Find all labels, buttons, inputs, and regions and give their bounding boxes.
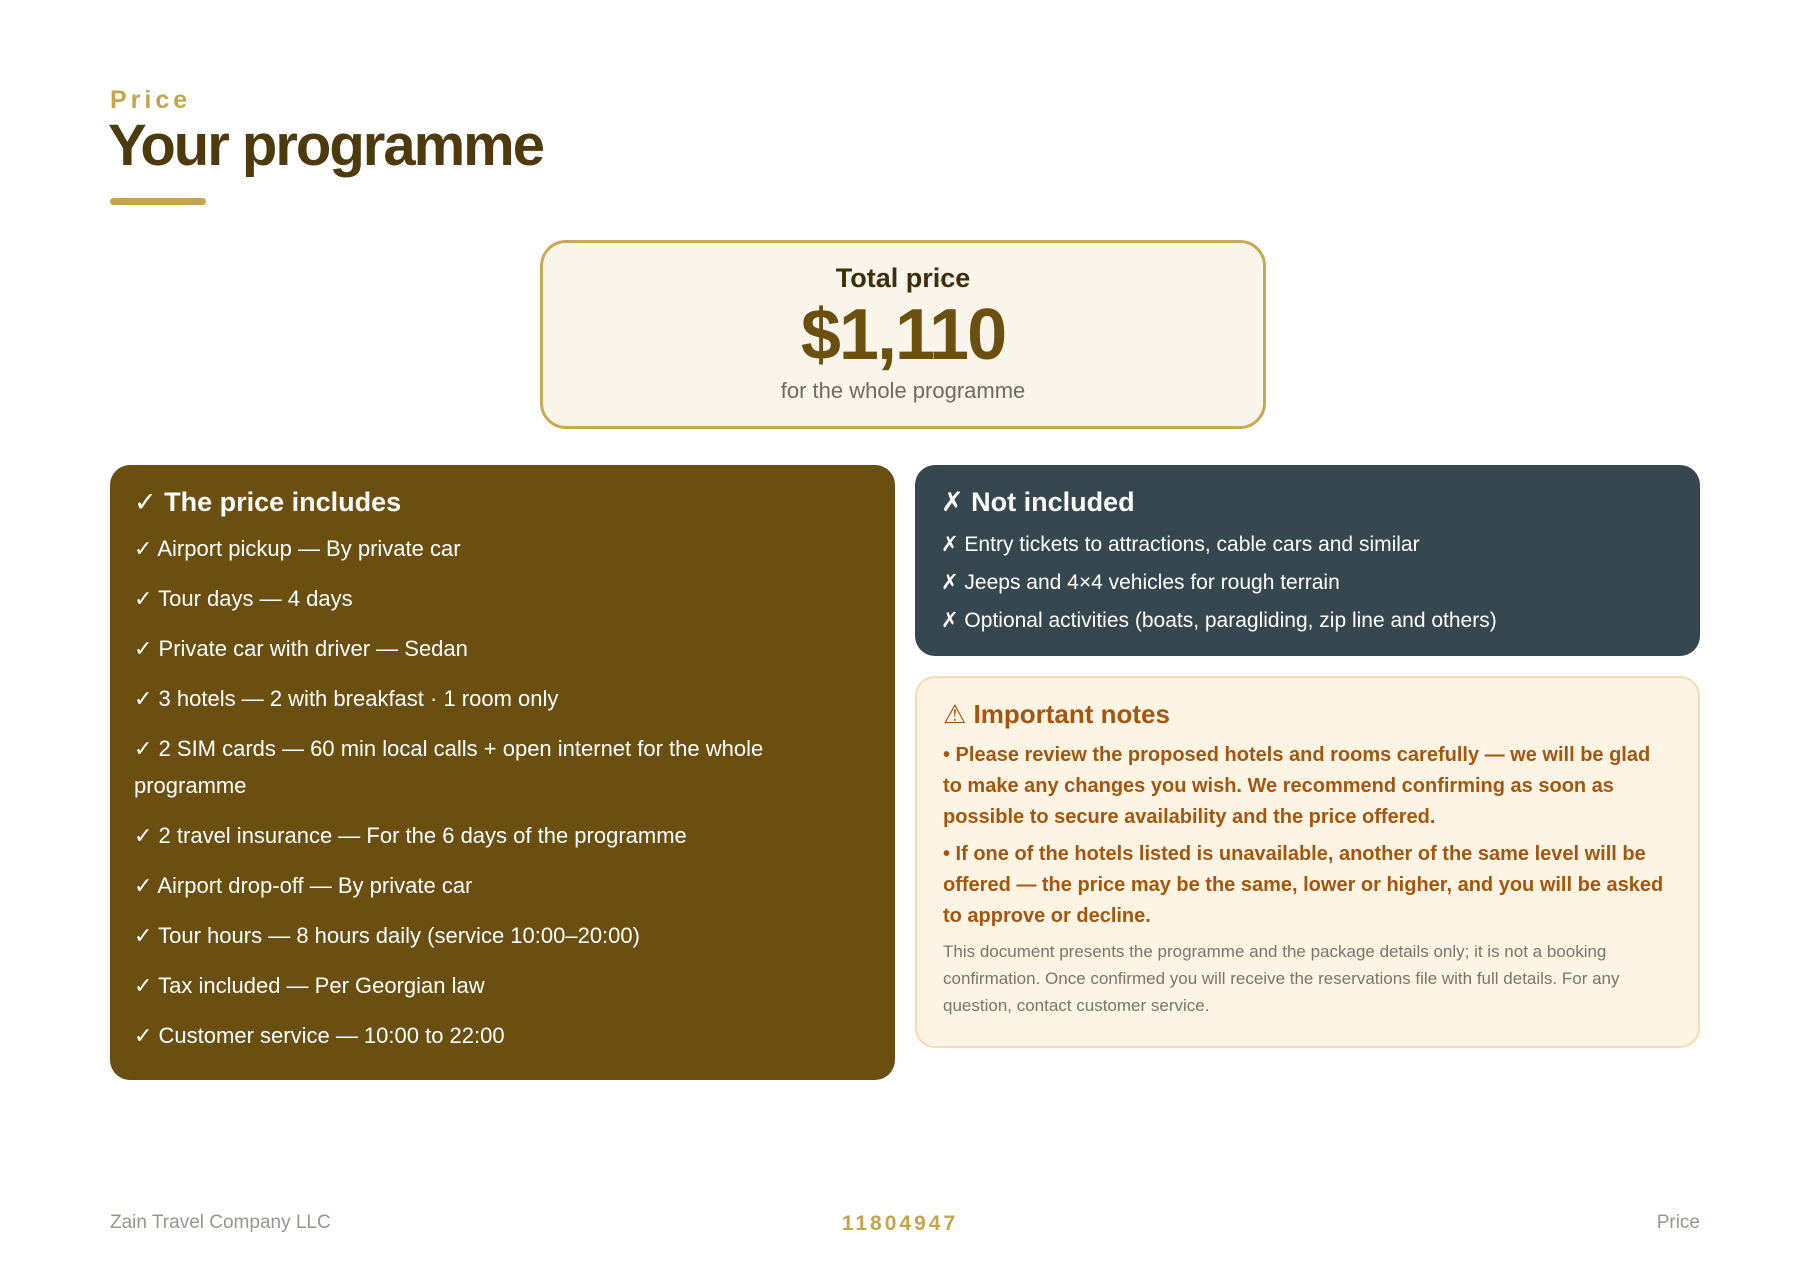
not-included-heading: ✗ Not included (941, 487, 1135, 517)
footer-company-name: Zain Travel Company LLC (110, 1212, 331, 1233)
include-item-customer-service: ✓ Customer service — 10:00 to 22:00 (134, 1023, 505, 1049)
note-review-hotels: • Please review the proposed hotels and rooms carefully — we will be glad to make any changes you wish. We recommend confirming as soon as possible to secure availability and the price offered. (943, 743, 1651, 828)
include-item-tour-days: ✓ Tour days — 4 days (134, 586, 353, 612)
document-disclaimer: This document presents the programme and the package details only; it is not a booking confirmation. Once confirmed you will receive the reservations file with full details. For any question, contact customer service. (943, 941, 1620, 1015)
footer-section-name: Price (1656, 1212, 1700, 1233)
section-eyebrow: Price (110, 86, 192, 114)
include-item-tax: ✓ Tax included — Per Georgian law (134, 973, 485, 999)
total-price-amount: $1,110 (800, 295, 1006, 375)
total-price-box (540, 240, 1266, 429)
include-item-hotels: ✓ 3 hotels — 2 with breakfast · 1 room only (134, 686, 559, 712)
include-item-airport-dropoff: ✓ Airport drop-off — By private car (134, 873, 473, 899)
include-item-airport-pickup: ✓ Airport pickup — By private car (134, 536, 461, 562)
include-item-sim-cards: ✓ 2 SIM cards — 60 min local calls + open internet for the whole programme (134, 736, 764, 799)
excluded-item-optional-activities: ✗ Optional activities (boats, paragliding, zip line and others) (941, 609, 1497, 633)
include-item-private-car: ✓ Private car with driver — Sedan (134, 636, 468, 662)
footer-reference-number: 11804947 (841, 1212, 959, 1235)
excluded-item-entry-tickets: ✗ Entry tickets to attractions, cable cars and similar (941, 533, 1420, 557)
price-includes-list (134, 530, 871, 1054)
total-price-label: Total price (835, 263, 971, 293)
page-title: Your programme (108, 113, 544, 178)
total-price-subtitle: for the whole programme (780, 377, 1026, 403)
note-hotel-unavailable: • If one of the hotels listed is unavailable, another of the same level will be offered — the price may be the same, lower or higher, and you will be asked to approve or decline. (943, 842, 1664, 927)
important-notes-card (915, 676, 1700, 1048)
excluded-item-jeeps: ✗ Jeeps and 4×4 vehicles for rough terrain (941, 571, 1340, 595)
title-underline (110, 198, 206, 205)
price-includes-heading: ✓ The price includes (134, 487, 402, 517)
not-included-list (941, 530, 1674, 636)
include-item-tour-hours: ✓ Tour hours — 8 hours daily (service 10:00–20:00) (134, 923, 640, 949)
price-includes-card (110, 465, 895, 1080)
important-notes-heading: ⚠ Important notes (943, 699, 1170, 729)
include-item-travel-insurance: ✓ 2 travel insurance — For the 6 days of the programme (134, 823, 687, 849)
not-included-card (915, 465, 1700, 656)
